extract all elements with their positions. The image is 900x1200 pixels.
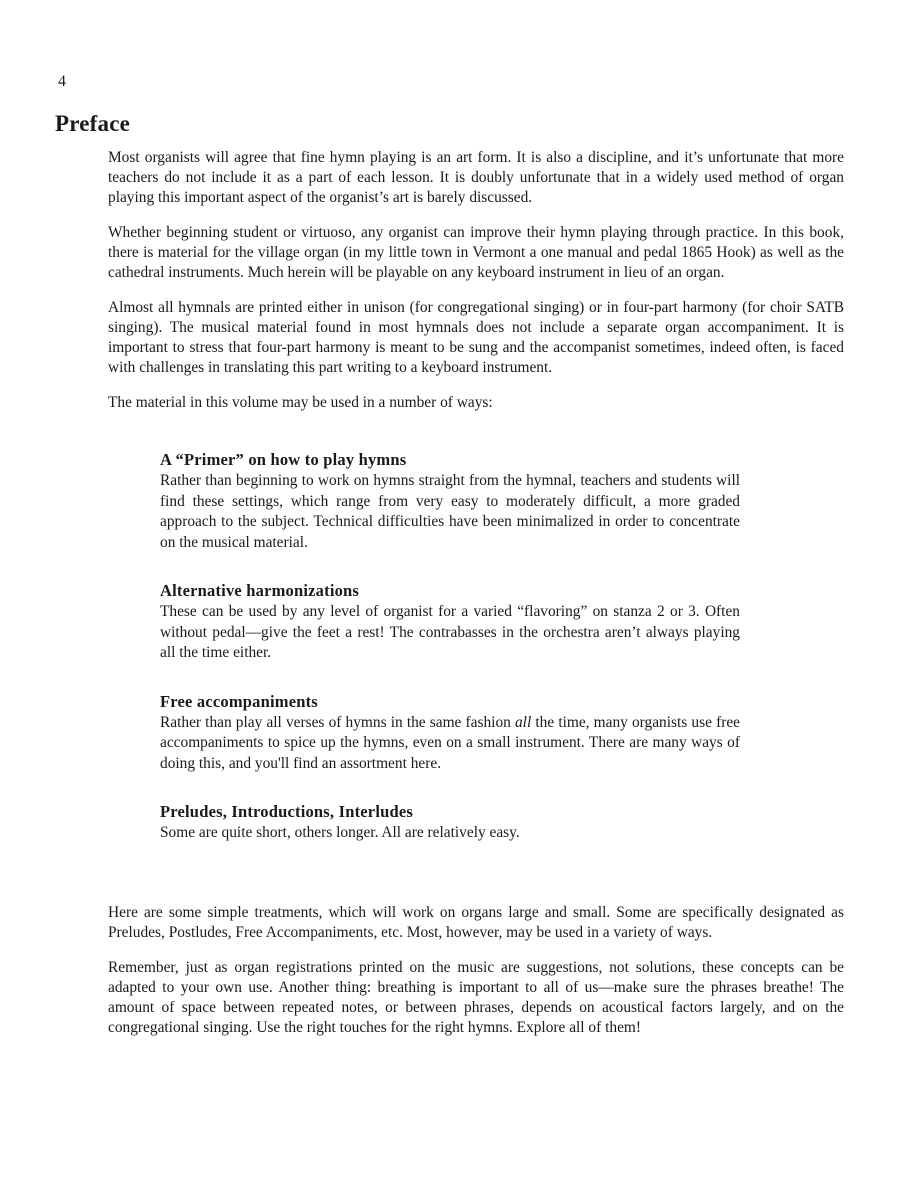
section-body-text: the time, many organists use free accompaniments to spice up the hymns, even on a small instrument. There are many ways of doing this, and you'll find an assortment here. — [160, 713, 740, 772]
usage-sections — [160, 450, 740, 872]
section-body-text: Rather than play all verses of hymns in the same fashion — [160, 713, 515, 731]
page-number: 4 — [58, 73, 66, 90]
section-title: Alternative harmonizations — [160, 581, 360, 600]
section-body — [160, 713, 740, 775]
section-body: Rather than beginning to work on hymns straight from the hymnal, teachers and students will find these settings, which range from very easy to moderately difficult, a more graded approach to the subject. Technical difficulties have been minimalized in order to concentrate on the musical material. — [160, 472, 740, 551]
intro-paragraph: The material in this volume may be used in a number of ways: — [108, 394, 493, 411]
section-title: Free accompaniments — [160, 691, 318, 711]
section-title: A “Primer” on how to play hymns — [160, 450, 407, 469]
intro-text — [108, 148, 844, 428]
intro-paragraph: Almost all hymnals are printed either in unison (for congregational singing) or in four-part harmony (for choir SATB singing). The musical material found in most hymnals does not include a separate organ accompaniment. It is important to stress that four-part harmony is meant to be sung and the accompanist sometimes, indeed often, is faced with challenges in translating this part writing to a keyboard instrument. — [108, 299, 844, 376]
closing-paragraph: Here are some simple treatments, which will work on organs large and small. Some are specifically designated as Preludes, Postludes, Free Accompaniments, etc. Most, however, may be used in a variety of ways. — [108, 904, 844, 941]
section-primer — [160, 450, 740, 553]
section-body-emphasis: all — [514, 713, 532, 731]
closing-paragraph: Remember, just as organ registrations printed on the music are suggestions, not solutions, these concepts can be adapted to your own use. Another thing: breathing is important to all of us—make sure the phrases breathe! The amount of space between repeated notes, or between phrases, depends on acoustical factors largely, and on the congregational singing. Use the right touches for the right hymns. Explore all of them! — [108, 959, 844, 1036]
section-title: Preludes, Introductions, Interludes — [160, 802, 414, 821]
intro-paragraph: Whether beginning student or virtuoso, any organist can improve their hymn playing through practice. In this book, there is material for the village organ (in my little town in Vermont a one manual and pedal 1865 Hook) as well as the cathedral instruments. Much herein will be playable on any keyboard instrument in lieu of an organ. — [108, 224, 844, 281]
section-free-accompaniments — [160, 692, 740, 775]
section-body: Some are quite short, others longer. All are relatively easy. — [160, 824, 520, 841]
section-alternative-harmonizations — [160, 581, 740, 664]
section-preludes — [160, 802, 740, 844]
intro-paragraph: Most organists will agree that fine hymn playing is an art form. It is also a discipline, and it’s unfortunate that more teachers do not include it as a part of each lesson. It is doubly unfortunate that in a widely used method of organ playing this important aspect of the organist’s art is barely discussed. — [108, 149, 844, 206]
page-title: Preface — [55, 111, 131, 136]
closing-text — [108, 903, 844, 1053]
section-body: These can be used by any level of organist for a varied “flavoring” on stanza 2 or 3. Often without pedal—give the feet a rest! The contrabasses in the orchestra aren’t always playing all the time either. — [160, 603, 740, 661]
